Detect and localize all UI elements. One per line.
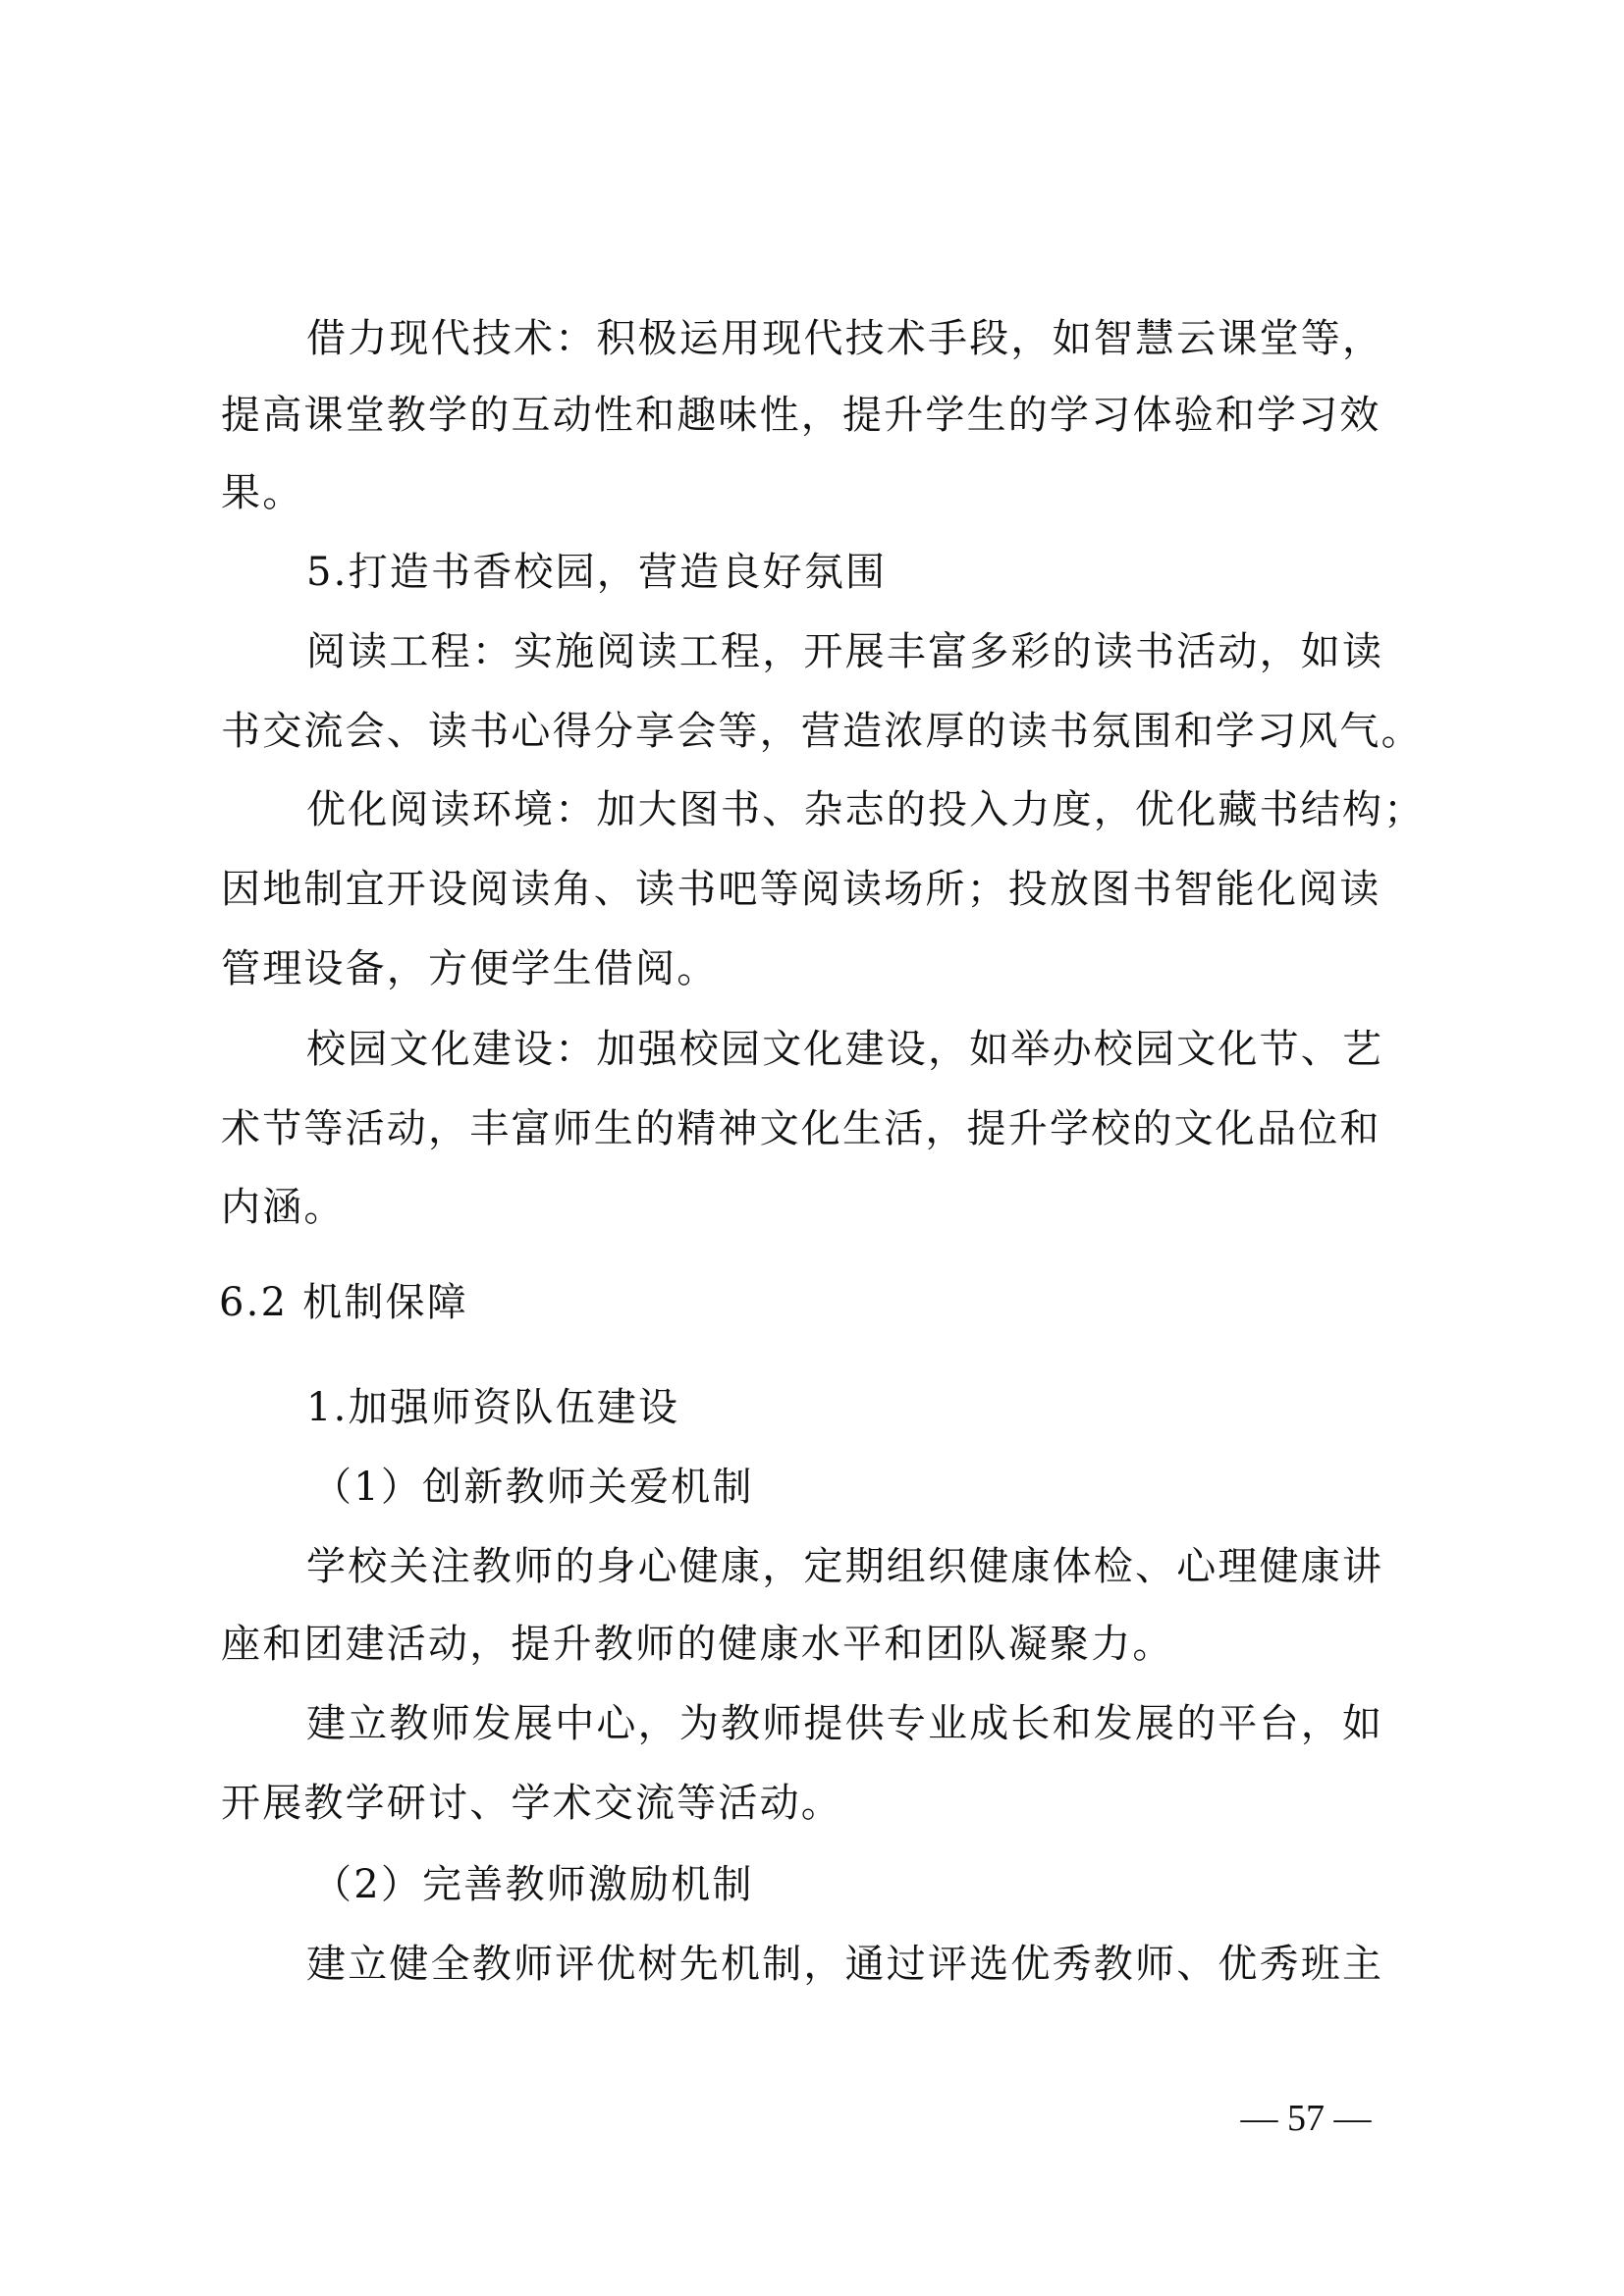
paragraph-line: 开展教学研讨、学术交流等活动。 [221,1781,842,1826]
paragraph-line: 校园文化建设：加强校园文化建设，如举办校园文化节、艺 [306,1027,1384,1072]
list-item-heading: 5.打造书香校园，营造良好氛围 [306,550,888,595]
section-heading: 6.2 机制保障 [219,1280,468,1325]
list-item-heading: 1.加强师资队伍建设 [306,1385,680,1430]
page-number: — 57 — [1240,2098,1372,2139]
paragraph-line: 管理设备，方便学生借阅。 [221,946,719,991]
paragraph-line: 提高课堂教学的互动性和趣味性，提升学生的学习体验和学习效 [221,393,1381,438]
paragraph-line: 学校关注教师的身心健康，定期组织健康体检、心理健康讲 [306,1544,1384,1589]
paragraph-line: 果。 [221,470,304,515]
paragraph-line: 内涵。 [221,1185,346,1230]
paragraph-line: 阅读工程：实施阅读工程，开展丰富多彩的读书活动，如读 [306,629,1384,674]
sub-heading: （2）完善教师激励机制 [312,1862,754,1907]
paragraph-line: 优化阅读环境：加大图书、杂志的投入力度，优化藏书结构； [306,787,1426,832]
paragraph-line: 建立教师发展中心，为教师提供专业成长和发展的平台，如 [306,1701,1384,1746]
paragraph-line: 座和团建活动，提升教师的健康水平和团队凝聚力。 [221,1622,1174,1667]
paragraph-line: 书交流会、读书心得分享会等，营造浓厚的读书氛围和学习风气。 [221,709,1423,754]
paragraph-line: 建立健全教师评优树先机制，通过评选优秀教师、优秀班主 [306,1942,1384,1987]
paragraph-line: 借力现代技术：积极运用现代技术手段，如智慧云课堂等， [306,316,1384,361]
sub-heading: （1）创新教师关爱机制 [312,1465,754,1510]
paragraph-line: 术节等活动，丰富师生的精神文化生活，提升学校的文化品位和 [221,1106,1381,1151]
paragraph-line: 因地制宜开设阅读角、读书吧等阅读场所；投放图书智能化阅读 [221,867,1381,912]
